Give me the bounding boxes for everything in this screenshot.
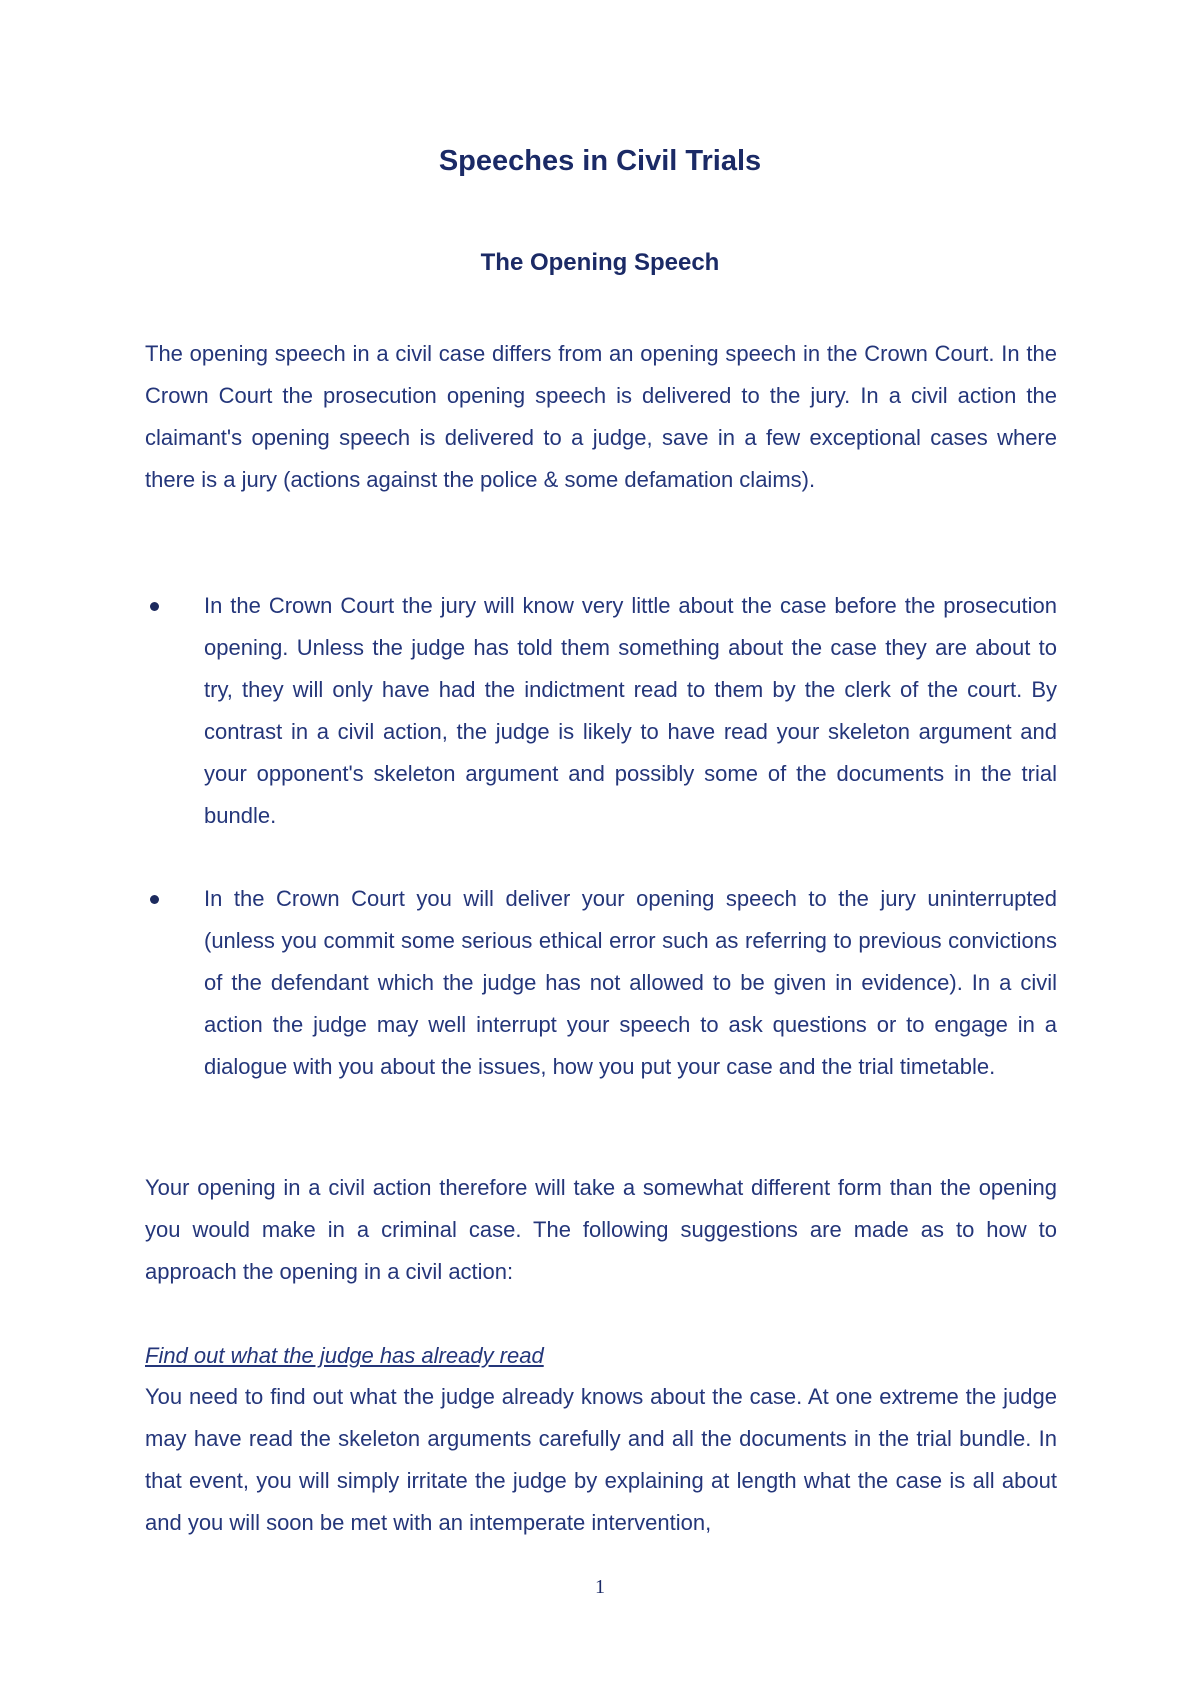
page-number: 1: [595, 1576, 605, 1598]
section-title: The Opening Speech: [480, 249, 720, 276]
bullet-icon: [150, 895, 159, 904]
bullet-icon: [150, 602, 159, 611]
bullet-text: In the Crown Court you will deliver your opening speech to the jury uninterrupted (unless you commit some serious ethical error such as referring to previous convictions of the defendant which the judge has not allowed to be given in evidence). In a civil action the judge may well interrupt your speech to ask questions or to engage in a dialogue with you about the issues, how you put your case and the trial timetable.: [204, 886, 1057, 1079]
subsection-heading: Find out what the judge has already read: [145, 1343, 544, 1368]
intro-paragraph: The opening speech in a civil case differs from an opening speech in the Crown Court. In the Crown Court the prosecution opening speech is delivered to the jury. In a civil action the claimant's opening speech is delivered to a judge, save in a few exceptional cases where there is a jury (actions against the police & some defamation claims).: [145, 341, 1057, 492]
subsection-paragraph: You need to find out what the judge already knows about the case. At one extreme the judge may have read the skeleton arguments carefully and all the documents in the trial bundle. In that event, you will simply irritate the judge by explaining at length what the case is all about and you will soon be met with an intemperate intervention,: [145, 1384, 1057, 1535]
document-title: Speeches in Civil Trials: [438, 145, 762, 177]
transition-paragraph: Your opening in a civil action therefore will take a somewhat different form than the opening you would make in a criminal case. The following suggestions are made as to how to approach the opening in a civil action:: [145, 1175, 1057, 1284]
bullet-text: In the Crown Court the jury will know very little about the case before the prosecution opening. Unless the judge has told them something about the case they are about to try, they will only have had the indictment read to them by the clerk of the court. By contrast in a civil action, the judge is likely to have read your skeleton argument and your opponent's skeleton argument and possibly some of the documents in the trial bundle.: [204, 593, 1057, 828]
